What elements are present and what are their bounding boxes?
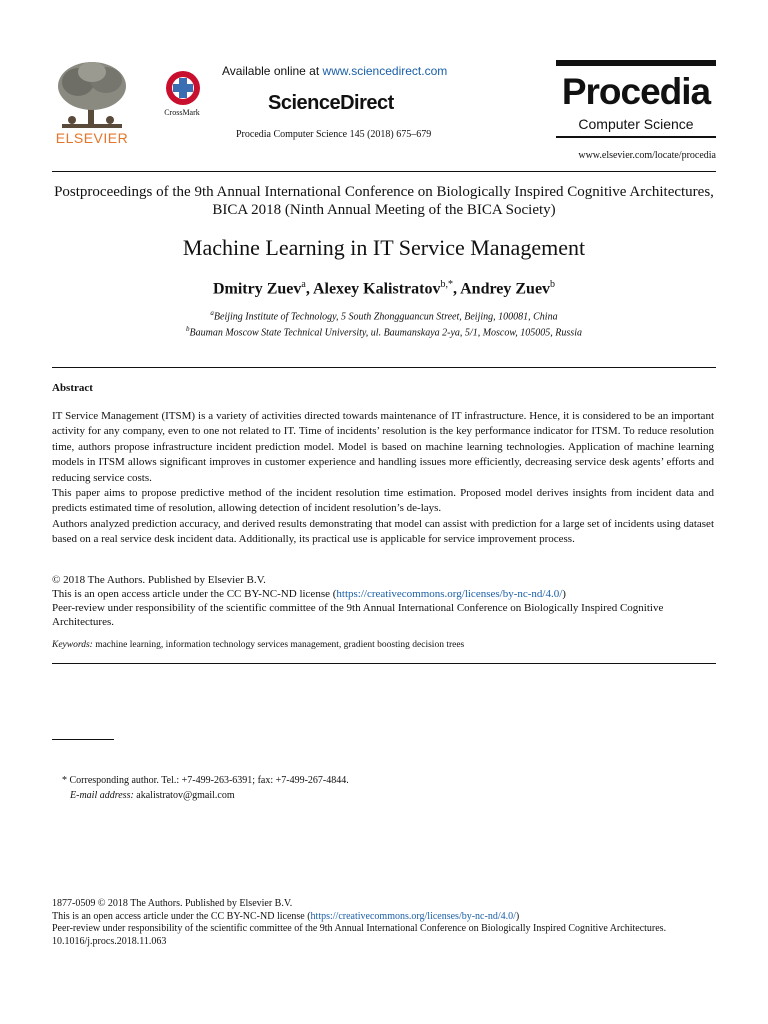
abstract-paragraph: IT Service Management (ITSM) is a variety of activities directed towards maintenance of IT infrastructure. Hence, it is considered to be an important activity for any company, even to one not related to IT. Time of incidents’ resolution is the key performance indicator for ITSM. To reduce resolution time, authors propose infrastructure incident prediction model. Model is based on machine learning technologies. Application of machine learning models in ITSM allows significant improves in customer experience and handling issues more efficiently, decreasing service desk agents’ efforts and reducing service costs. <box>52 410 714 484</box>
email-address[interactable]: akalistratov@gmail.com <box>136 790 235 801</box>
sciencedirect-brand: ScienceDirect <box>268 92 394 114</box>
abstract-paragraph: Authors analyzed prediction accuracy, and derived results demonstrating that model can assist with prediction for a large set of incidents using dataset based on a real service desk incident data. Additionally, its practical use is applicable for service improvement process. <box>52 517 714 546</box>
affiliation-a <box>52 309 716 322</box>
copyright-block <box>52 573 714 629</box>
available-prefix: Available online at <box>222 64 323 78</box>
footer-license <box>52 911 720 924</box>
affiliation-mark: a <box>210 309 214 317</box>
author-name: Dmitry Zuev <box>212 280 302 298</box>
paper-title: Machine Learning in IT Service Management <box>182 235 586 260</box>
abstract-top-rule <box>52 367 716 368</box>
journal-subtitle: Computer Science <box>578 116 694 132</box>
copyright-notice: © 2018 The Authors. Published by Elsevier B.V. <box>52 574 266 586</box>
license-link[interactable]: https://creativecommons.org/licenses/by-nc-nd/4.0/ <box>310 910 516 922</box>
keywords-text: machine learning, information technology services management, gradient boosting decision trees <box>95 640 465 650</box>
page-footer <box>52 898 720 948</box>
abstract-paragraph: This paper aims to propose predictive method of the incident resolution time estimation. Proposed model derives insights from incident data and predicts estimated time of resolution, allowing detection of incident resolution’s de-lays. <box>52 487 714 515</box>
affiliation-mark: b <box>186 325 190 333</box>
license-notice <box>52 587 714 601</box>
abstract-heading: Abstract <box>52 382 93 394</box>
issn-line: 1877-0509 © 2018 The Authors. Published by Elsevier B.V. <box>52 898 293 909</box>
license-suffix: ) <box>562 588 566 600</box>
author-name: Andrey Zuev <box>460 280 551 298</box>
author-affiliation-mark: b,* <box>440 279 453 290</box>
author-list <box>52 279 716 298</box>
conference-name: Postproceedings of the 9th Annual International Conference on Biologically Inspired Cognitive Architectures, BICA 2018 (Ninth Annual Meeting of the BICA Society) <box>54 184 714 218</box>
doi[interactable]: 10.1016/j.procs.2018.11.063 <box>52 935 167 947</box>
affiliation-b <box>52 325 716 338</box>
header-divider <box>52 171 716 172</box>
available-online <box>222 64 447 78</box>
license-suffix: ) <box>515 910 520 922</box>
corresponding-author-note: * Corresponding author. Tel.: +7-499-263-6391; fax: +7-499-267-4844. <box>62 775 349 786</box>
journal-reference: Procedia Computer Science 145 (2018) 675–679 <box>236 129 432 140</box>
author-separator: , <box>452 280 461 298</box>
keywords-label: Keywords: <box>52 640 93 650</box>
procedia-top-bar <box>556 60 716 66</box>
footer-peer-review: Peer-review under responsibility of the scientific committee of the 9th Annual International Conference on Biologically Inspired Cognitive Architectures. <box>52 923 667 934</box>
footnote-rule <box>52 739 114 740</box>
procedia-bottom-rule <box>556 136 716 138</box>
author-affiliation-mark: b <box>550 279 556 290</box>
license-link[interactable]: https://creativecommons.org/licenses/by-nc-nd/4.0/ <box>336 588 563 600</box>
author-name: Alexey Kalistratov <box>312 280 441 298</box>
abstract-bottom-rule <box>52 663 716 664</box>
sciencedirect-link[interactable]: www.sciencedirect.com <box>322 64 448 78</box>
procedia-logo <box>556 60 716 142</box>
crossmark-label: CrossMark <box>164 108 200 117</box>
author-affiliation-mark: a <box>301 279 306 290</box>
email-line <box>70 790 235 801</box>
license-prefix: This is an open access article under the CC BY-NC-ND license ( <box>52 588 337 600</box>
email-label: E-mail address: <box>70 790 134 801</box>
affiliation-text: Beijing Institute of Technology, 5 South Zhongguancun Street, Beijing, 100081, China <box>213 311 558 323</box>
journal-url[interactable]: www.elsevier.com/locate/procedia <box>578 150 716 161</box>
author-separator: , <box>305 280 313 298</box>
keywords-line <box>52 640 714 650</box>
procedia-wordmark: Procedia <box>561 71 711 112</box>
abstract-body <box>52 409 714 548</box>
license-prefix: This is an open access article under the CC BY-NC-ND license ( <box>52 910 311 922</box>
elsevier-wordmark: ELSEVIER <box>55 130 129 146</box>
affiliation-text: Bauman Moscow State Technical University, ul. Baumanskaya 2-ya, 5/1, Moscow, 105005, Russia <box>189 327 582 339</box>
peer-review-notice: Peer-review under responsibility of the scientific committee of the 9th Annual International Conference on Biologically Inspired Cognitive Architectures. <box>52 602 664 628</box>
